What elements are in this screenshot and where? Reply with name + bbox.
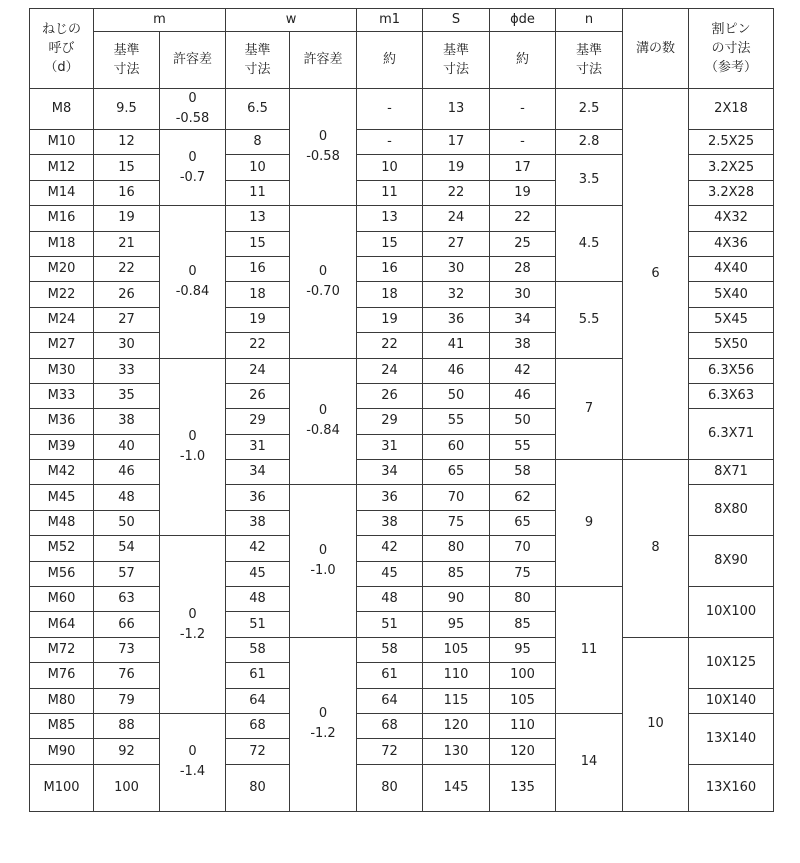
cell-w-basic: 45 bbox=[226, 561, 290, 586]
cell-split-pin: 4X40 bbox=[689, 256, 774, 281]
cell-thread-size: M80 bbox=[30, 688, 94, 713]
tolerance-line: -0.7 bbox=[179, 169, 206, 185]
cell-thread-size: M56 bbox=[30, 561, 94, 586]
table-row bbox=[30, 637, 774, 662]
tolerance-line: 0 bbox=[188, 263, 197, 279]
cell-thread-size: M27 bbox=[30, 333, 94, 358]
cell-phide: 28 bbox=[490, 256, 556, 281]
cell-thread-size: M20 bbox=[30, 256, 94, 281]
cell-split-pin: 8X71 bbox=[689, 460, 774, 485]
cell-w-basic: 61 bbox=[226, 663, 290, 688]
cell-m-basic: 16 bbox=[94, 180, 160, 205]
cell-m-basic: 30 bbox=[94, 333, 160, 358]
cell-thread-size: M16 bbox=[30, 206, 94, 231]
cell-s: 32 bbox=[423, 282, 490, 307]
cell-s: 46 bbox=[423, 358, 490, 383]
table-row bbox=[30, 89, 774, 130]
cell-m-basic: 22 bbox=[94, 256, 160, 281]
tolerance-line: 0 bbox=[188, 91, 197, 106]
header-m1-approx: 約 bbox=[357, 32, 423, 89]
cell-m-basic: 73 bbox=[94, 637, 160, 662]
cell-s: 19 bbox=[423, 155, 490, 180]
cell-m1: 11 bbox=[357, 180, 423, 205]
cell-w-basic: 18 bbox=[226, 282, 290, 307]
cell-groove-count: 8 bbox=[623, 460, 689, 638]
cell-m-basic: 12 bbox=[94, 130, 160, 155]
cell-split-pin: 8X90 bbox=[689, 536, 774, 587]
cell-split-pin: 6.3X56 bbox=[689, 358, 774, 383]
cell-s: 105 bbox=[423, 637, 490, 662]
cell-w-basic: 15 bbox=[226, 231, 290, 256]
header-m1: m1 bbox=[357, 9, 423, 32]
cell-phide: 46 bbox=[490, 383, 556, 408]
cell-w-tolerance bbox=[290, 89, 357, 206]
cell-w-tolerance bbox=[290, 206, 357, 358]
cell-m1: 10 bbox=[357, 155, 423, 180]
cell-m1: 34 bbox=[357, 460, 423, 485]
cell-m-basic: 50 bbox=[94, 510, 160, 535]
cell-s: 80 bbox=[423, 536, 490, 561]
cell-phide: 100 bbox=[490, 663, 556, 688]
cell-w-basic: 6.5 bbox=[226, 89, 290, 130]
cell-phide: 42 bbox=[490, 358, 556, 383]
header-w-tolerance: 許容差 bbox=[290, 32, 357, 89]
cell-thread-size: M72 bbox=[30, 637, 94, 662]
header-phide: ϕde bbox=[490, 9, 556, 32]
cell-thread-size: M85 bbox=[30, 713, 94, 738]
cell-s: 65 bbox=[423, 460, 490, 485]
cell-thread-size: M45 bbox=[30, 485, 94, 510]
cell-m-basic: 33 bbox=[94, 358, 160, 383]
cell-m-basic: 57 bbox=[94, 561, 160, 586]
header-groove-count: 溝の数 bbox=[623, 9, 689, 89]
cell-phide: 22 bbox=[490, 206, 556, 231]
cell-split-pin: 8X80 bbox=[689, 485, 774, 536]
tolerance-line: 0 bbox=[318, 706, 328, 722]
cell-split-pin: 6.3X71 bbox=[689, 409, 774, 460]
tolerance-line: -1.0 bbox=[310, 563, 336, 579]
cell-w-basic: 51 bbox=[226, 612, 290, 637]
cell-m-basic: 48 bbox=[94, 485, 160, 510]
cell-w-basic: 16 bbox=[226, 256, 290, 281]
cell-phide: - bbox=[490, 89, 556, 130]
cell-thread-size: M64 bbox=[30, 612, 94, 637]
cell-m1: - bbox=[357, 89, 423, 130]
cell-n: 2.5 bbox=[556, 89, 623, 130]
header-m: m bbox=[94, 9, 226, 32]
cell-thread-size: M18 bbox=[30, 231, 94, 256]
cell-m1: 45 bbox=[357, 561, 423, 586]
cell-m-basic: 54 bbox=[94, 536, 160, 561]
cell-split-pin: 10X100 bbox=[689, 587, 774, 638]
cell-thread-size: M8 bbox=[30, 89, 94, 130]
cell-m1: 31 bbox=[357, 434, 423, 459]
cell-m-basic: 38 bbox=[94, 409, 160, 434]
cell-m-tolerance bbox=[160, 358, 226, 536]
header-split-pin: 割ピン の寸法 （参考） bbox=[689, 9, 774, 89]
cell-w-basic: 48 bbox=[226, 587, 290, 612]
cell-m1: 64 bbox=[357, 688, 423, 713]
cell-phide: 55 bbox=[490, 434, 556, 459]
cell-m-tolerance bbox=[160, 206, 226, 358]
cell-split-pin: 13X160 bbox=[689, 764, 774, 811]
cell-thread-size: M48 bbox=[30, 510, 94, 535]
cell-s: 120 bbox=[423, 713, 490, 738]
tolerance-line: -0.84 bbox=[175, 283, 210, 299]
cell-phide: 65 bbox=[490, 510, 556, 535]
table-row bbox=[30, 460, 774, 485]
cell-m-basic: 19 bbox=[94, 206, 160, 231]
cell-phide: 105 bbox=[490, 688, 556, 713]
cell-m-basic: 35 bbox=[94, 383, 160, 408]
cell-thread-size: M52 bbox=[30, 536, 94, 561]
cell-split-pin: 5X40 bbox=[689, 282, 774, 307]
cell-n: 11 bbox=[556, 587, 623, 714]
cell-phide: 75 bbox=[490, 561, 556, 586]
cell-m1: 51 bbox=[357, 612, 423, 637]
cell-w-basic: 24 bbox=[226, 358, 290, 383]
cell-thread-size: M76 bbox=[30, 663, 94, 688]
cell-w-basic: 19 bbox=[226, 307, 290, 332]
cell-m-basic: 100 bbox=[94, 764, 160, 811]
tolerance-line: 0 bbox=[188, 149, 197, 165]
cell-m-basic: 9.5 bbox=[94, 89, 160, 130]
cell-phide: 70 bbox=[490, 536, 556, 561]
cell-n: 14 bbox=[556, 713, 623, 811]
cell-w-basic: 10 bbox=[226, 155, 290, 180]
cell-s: 24 bbox=[423, 206, 490, 231]
tolerance-line: 0 bbox=[188, 606, 197, 622]
cell-phide: 17 bbox=[490, 155, 556, 180]
cell-w-basic: 72 bbox=[226, 739, 290, 764]
cell-phide: 135 bbox=[490, 764, 556, 811]
cell-s: 110 bbox=[423, 663, 490, 688]
tolerance-line: -1.2 bbox=[179, 626, 206, 642]
tolerance-line: -1.0 bbox=[179, 448, 206, 464]
cell-split-pin: 4X32 bbox=[689, 206, 774, 231]
cell-m1: 24 bbox=[357, 358, 423, 383]
cell-thread-size: M22 bbox=[30, 282, 94, 307]
cell-m1: - bbox=[357, 130, 423, 155]
tolerance-line: 0 bbox=[318, 263, 328, 279]
header-m-tolerance: 許容差 bbox=[160, 32, 226, 89]
cell-s: 55 bbox=[423, 409, 490, 434]
header-m-basic: 基準 寸法 bbox=[94, 32, 160, 89]
cell-s: 13 bbox=[423, 89, 490, 130]
cell-w-tolerance bbox=[290, 485, 357, 637]
header-n-basic: 基準 寸法 bbox=[556, 32, 623, 89]
cell-s: 85 bbox=[423, 561, 490, 586]
cell-thread-size: M33 bbox=[30, 383, 94, 408]
cell-w-basic: 8 bbox=[226, 130, 290, 155]
header-s: S bbox=[423, 9, 490, 32]
cell-thread-size: M36 bbox=[30, 409, 94, 434]
cell-split-pin: 3.2X25 bbox=[689, 155, 774, 180]
cell-w-basic: 64 bbox=[226, 688, 290, 713]
cell-m1: 80 bbox=[357, 764, 423, 811]
cell-s: 60 bbox=[423, 434, 490, 459]
cell-m1: 68 bbox=[357, 713, 423, 738]
cell-s: 115 bbox=[423, 688, 490, 713]
cell-w-basic: 22 bbox=[226, 333, 290, 358]
cell-w-tolerance bbox=[290, 637, 357, 811]
tolerance-line: -0.70 bbox=[306, 283, 340, 299]
cell-w-basic: 58 bbox=[226, 637, 290, 662]
cell-m-tolerance bbox=[160, 536, 226, 714]
cell-m1: 15 bbox=[357, 231, 423, 256]
tolerance-line: -0.84 bbox=[306, 423, 340, 439]
header-thread-size: ねじの 呼び （d） bbox=[30, 9, 94, 89]
cell-split-pin: 10X125 bbox=[689, 637, 774, 688]
tolerance-line: 0 bbox=[318, 403, 328, 419]
cell-m1: 38 bbox=[357, 510, 423, 535]
cell-m1: 19 bbox=[357, 307, 423, 332]
cell-thread-size: M39 bbox=[30, 434, 94, 459]
cell-w-basic: 26 bbox=[226, 383, 290, 408]
cell-phide: 19 bbox=[490, 180, 556, 205]
tolerance-line: -1.2 bbox=[310, 726, 336, 742]
cell-m-basic: 66 bbox=[94, 612, 160, 637]
cell-w-basic: 80 bbox=[226, 764, 290, 811]
cell-m1: 42 bbox=[357, 536, 423, 561]
cell-thread-size: M24 bbox=[30, 307, 94, 332]
cell-n: 9 bbox=[556, 460, 623, 587]
cell-w-basic: 42 bbox=[226, 536, 290, 561]
cell-m-basic: 27 bbox=[94, 307, 160, 332]
cell-n: 3.5 bbox=[556, 155, 623, 206]
cell-w-basic: 11 bbox=[226, 180, 290, 205]
cell-groove-count: 10 bbox=[623, 637, 689, 811]
cell-m1: 61 bbox=[357, 663, 423, 688]
cell-w-basic: 29 bbox=[226, 409, 290, 434]
cell-thread-size: M14 bbox=[30, 180, 94, 205]
cell-m-tolerance bbox=[160, 89, 226, 130]
cell-w-basic: 68 bbox=[226, 713, 290, 738]
cell-phide: 85 bbox=[490, 612, 556, 637]
cell-thread-size: M10 bbox=[30, 130, 94, 155]
cell-m1: 29 bbox=[357, 409, 423, 434]
cell-split-pin: 5X45 bbox=[689, 307, 774, 332]
cell-phide: - bbox=[490, 130, 556, 155]
cell-m1: 48 bbox=[357, 587, 423, 612]
tolerance-line: -1.4 bbox=[179, 764, 206, 780]
cell-phide: 58 bbox=[490, 460, 556, 485]
cell-thread-size: M100 bbox=[30, 764, 94, 811]
cell-s: 90 bbox=[423, 587, 490, 612]
cell-m1: 58 bbox=[357, 637, 423, 662]
cell-m-basic: 79 bbox=[94, 688, 160, 713]
cell-s: 95 bbox=[423, 612, 490, 637]
cell-phide: 110 bbox=[490, 713, 556, 738]
cell-w-tolerance bbox=[290, 358, 357, 485]
cell-m-basic: 21 bbox=[94, 231, 160, 256]
cell-m-tolerance bbox=[160, 713, 226, 811]
cell-m-basic: 40 bbox=[94, 434, 160, 459]
spec-table-container bbox=[29, 8, 774, 812]
tolerance-line: 0 bbox=[318, 543, 328, 559]
cell-s: 22 bbox=[423, 180, 490, 205]
cell-m1: 22 bbox=[357, 333, 423, 358]
cell-phide: 95 bbox=[490, 637, 556, 662]
tolerance-line: -0.58 bbox=[306, 149, 340, 165]
cell-thread-size: M12 bbox=[30, 155, 94, 180]
cell-phide: 80 bbox=[490, 587, 556, 612]
cell-s: 27 bbox=[423, 231, 490, 256]
cell-s: 75 bbox=[423, 510, 490, 535]
cell-m-basic: 88 bbox=[94, 713, 160, 738]
cell-phide: 25 bbox=[490, 231, 556, 256]
cell-m1: 36 bbox=[357, 485, 423, 510]
cell-m-basic: 15 bbox=[94, 155, 160, 180]
cell-split-pin: 2.5X25 bbox=[689, 130, 774, 155]
cell-split-pin: 10X140 bbox=[689, 688, 774, 713]
cell-phide: 34 bbox=[490, 307, 556, 332]
cell-w-basic: 38 bbox=[226, 510, 290, 535]
cell-s: 50 bbox=[423, 383, 490, 408]
tolerance-line: 0 bbox=[318, 129, 328, 145]
cell-phide: 62 bbox=[490, 485, 556, 510]
cell-n: 5.5 bbox=[556, 282, 623, 358]
cell-m-tolerance bbox=[160, 130, 226, 206]
cell-s: 70 bbox=[423, 485, 490, 510]
cell-split-pin: 13X140 bbox=[689, 713, 774, 764]
cell-m1: 18 bbox=[357, 282, 423, 307]
cell-m-basic: 63 bbox=[94, 587, 160, 612]
cell-m-basic: 92 bbox=[94, 739, 160, 764]
header-s-basic: 基準 寸法 bbox=[423, 32, 490, 89]
cell-split-pin: 2X18 bbox=[689, 89, 774, 130]
tolerance-line: 0 bbox=[188, 428, 197, 444]
cell-s: 145 bbox=[423, 764, 490, 811]
cell-m-basic: 76 bbox=[94, 663, 160, 688]
cell-m1: 16 bbox=[357, 256, 423, 281]
header-phide-approx: 約 bbox=[490, 32, 556, 89]
cell-s: 130 bbox=[423, 739, 490, 764]
cell-s: 30 bbox=[423, 256, 490, 281]
cell-w-basic: 13 bbox=[226, 206, 290, 231]
cell-split-pin: 4X36 bbox=[689, 231, 774, 256]
tolerance-line: 0 bbox=[188, 744, 197, 760]
cell-phide: 30 bbox=[490, 282, 556, 307]
cell-s: 36 bbox=[423, 307, 490, 332]
cell-m1: 72 bbox=[357, 739, 423, 764]
cell-n: 2.8 bbox=[556, 130, 623, 155]
cell-n: 4.5 bbox=[556, 206, 623, 282]
cell-m-basic: 26 bbox=[94, 282, 160, 307]
cell-n: 7 bbox=[556, 358, 623, 460]
cell-m1: 13 bbox=[357, 206, 423, 231]
tolerance-line: -0.58 bbox=[175, 111, 210, 126]
cell-s: 17 bbox=[423, 130, 490, 155]
cell-thread-size: M60 bbox=[30, 587, 94, 612]
cell-split-pin: 3.2X28 bbox=[689, 180, 774, 205]
cell-thread-size: M30 bbox=[30, 358, 94, 383]
cell-phide: 120 bbox=[490, 739, 556, 764]
cell-phide: 50 bbox=[490, 409, 556, 434]
cell-groove-count: 6 bbox=[623, 89, 689, 460]
cell-w-basic: 31 bbox=[226, 434, 290, 459]
cell-phide: 38 bbox=[490, 333, 556, 358]
cell-thread-size: M90 bbox=[30, 739, 94, 764]
cell-w-basic: 36 bbox=[226, 485, 290, 510]
cell-split-pin: 5X50 bbox=[689, 333, 774, 358]
cell-m1: 26 bbox=[357, 383, 423, 408]
header-n: n bbox=[556, 9, 623, 32]
cell-split-pin: 6.3X63 bbox=[689, 383, 774, 408]
header-w-basic: 基準 寸法 bbox=[226, 32, 290, 89]
header-w: w bbox=[226, 9, 357, 32]
cell-thread-size: M42 bbox=[30, 460, 94, 485]
cell-m-basic: 46 bbox=[94, 460, 160, 485]
cell-w-basic: 34 bbox=[226, 460, 290, 485]
cell-s: 41 bbox=[423, 333, 490, 358]
nut-dimension-table bbox=[29, 8, 774, 812]
